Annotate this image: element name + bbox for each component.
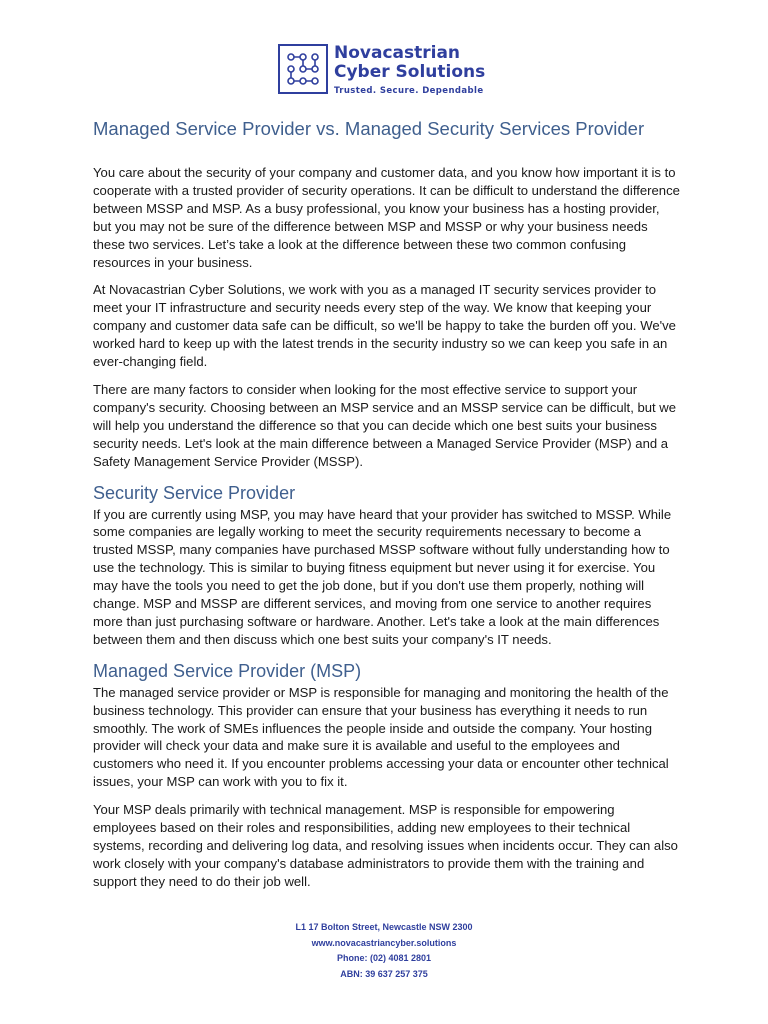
footer-phone: Phone: (02) 4081 2801	[336, 953, 432, 963]
document-title: Managed Service Provider vs. Managed Security Services Provider	[93, 118, 645, 139]
page-footer	[0, 920, 768, 982]
section-2-paragraph-2: Your MSP deals primarily with technical management. MSP is responsible for empowering employees based on their roles and responsibilities, adding new employees to their technical systems, recording and delivering log data, and resolving issues when incidents occur. They can also work closely with your company's database administrators to provide them with the training and support they need to do their job well.	[93, 802, 678, 889]
intro-paragraph-3: There are many factors to consider when looking for the most effective service to support your company's security. Choosing between an MSP service and an MSSP service can be difficult, but we will help you understand the difference so that you can decide which one best suits your business security needs. Let's look at the main difference between a Managed Service Provider (MSP) and a Safety Management Service Provider (MSSP).	[93, 381, 677, 469]
circuit-dots-icon	[278, 44, 328, 94]
section-heading-security-service-provider: Security Service Provider	[93, 482, 296, 503]
section-heading-managed-service-provider: Managed Service Provider (MSP)	[93, 660, 362, 681]
company-logo	[278, 44, 485, 96]
section-1-paragraph-1: If you are currently using MSP, you may have heard that your provider has switched to MSSP. While some companies are legally working to meet the security requirements necessary to become a trusted MSSP, many companies have purchased MSSP software without fully understanding how to use the technology. This is similar to buying fitness equipment but never using it for exercise. You may have the tools you need to get the job done, but if you don't use them properly, nothing will change. MSP and MSSP are different services, and moving from one service to another requires more than just purchasing software or hardware. Another. Let's take a look at the main differences between them and then discuss which one best suits your company's IT needs.	[93, 506, 672, 647]
footer-address: L1 17 Bolton Street, Newcastle NSW 2300	[295, 922, 473, 932]
footer-abn: ABN: 39 637 257 375	[340, 968, 428, 979]
footer-website-link[interactable]: www.novacastriancyber.solutions	[311, 937, 457, 948]
brand-name-line2: Cyber Solutions	[334, 62, 486, 82]
intro-paragraph-2: At Novacastrian Cyber Solutions, we work with you as a managed IT security services provider to meet your IT infrastructure and security needs every step of the way. We know that keeping your company and customer data safe can be difficult, so we'll be happy to take the burden off you. We've worked hard to keep up with the latest trends in the security industry so we can keep you safe in an ever-changing field.	[93, 282, 676, 370]
brand-name-line1: Novacastrian	[334, 43, 461, 63]
section-2-paragraph-1: The managed service provider or MSP is responsible for managing and monitoring the health of the business technology. This provider can ensure that your business has everything it needs to run smoothly. The work of SMEs influences the people inside and outside the company. Your hosting provider will check your data and make sure it is available and useful to the employees and customers who need it. If you encounter problems accessing your data or encounter other technical issues, your MSP can work with you to fix it.	[93, 684, 669, 790]
document-body	[93, 164, 681, 901]
brand-tagline: Trusted. Secure. Dependable	[334, 86, 484, 96]
intro-paragraph-1: You care about the security of your company and customer data, and you know how important it is to cooperate with a trusted provider of security operations. It can be difficult to understand the difference between MSSP and MSP. As a busy professional, you know your business has a hosting provider, but you may not be sure of the difference between MSP and MSSP or why your business needs these two services. Let’s take a look at the difference between these two common confusing resources in your business.	[93, 165, 680, 270]
